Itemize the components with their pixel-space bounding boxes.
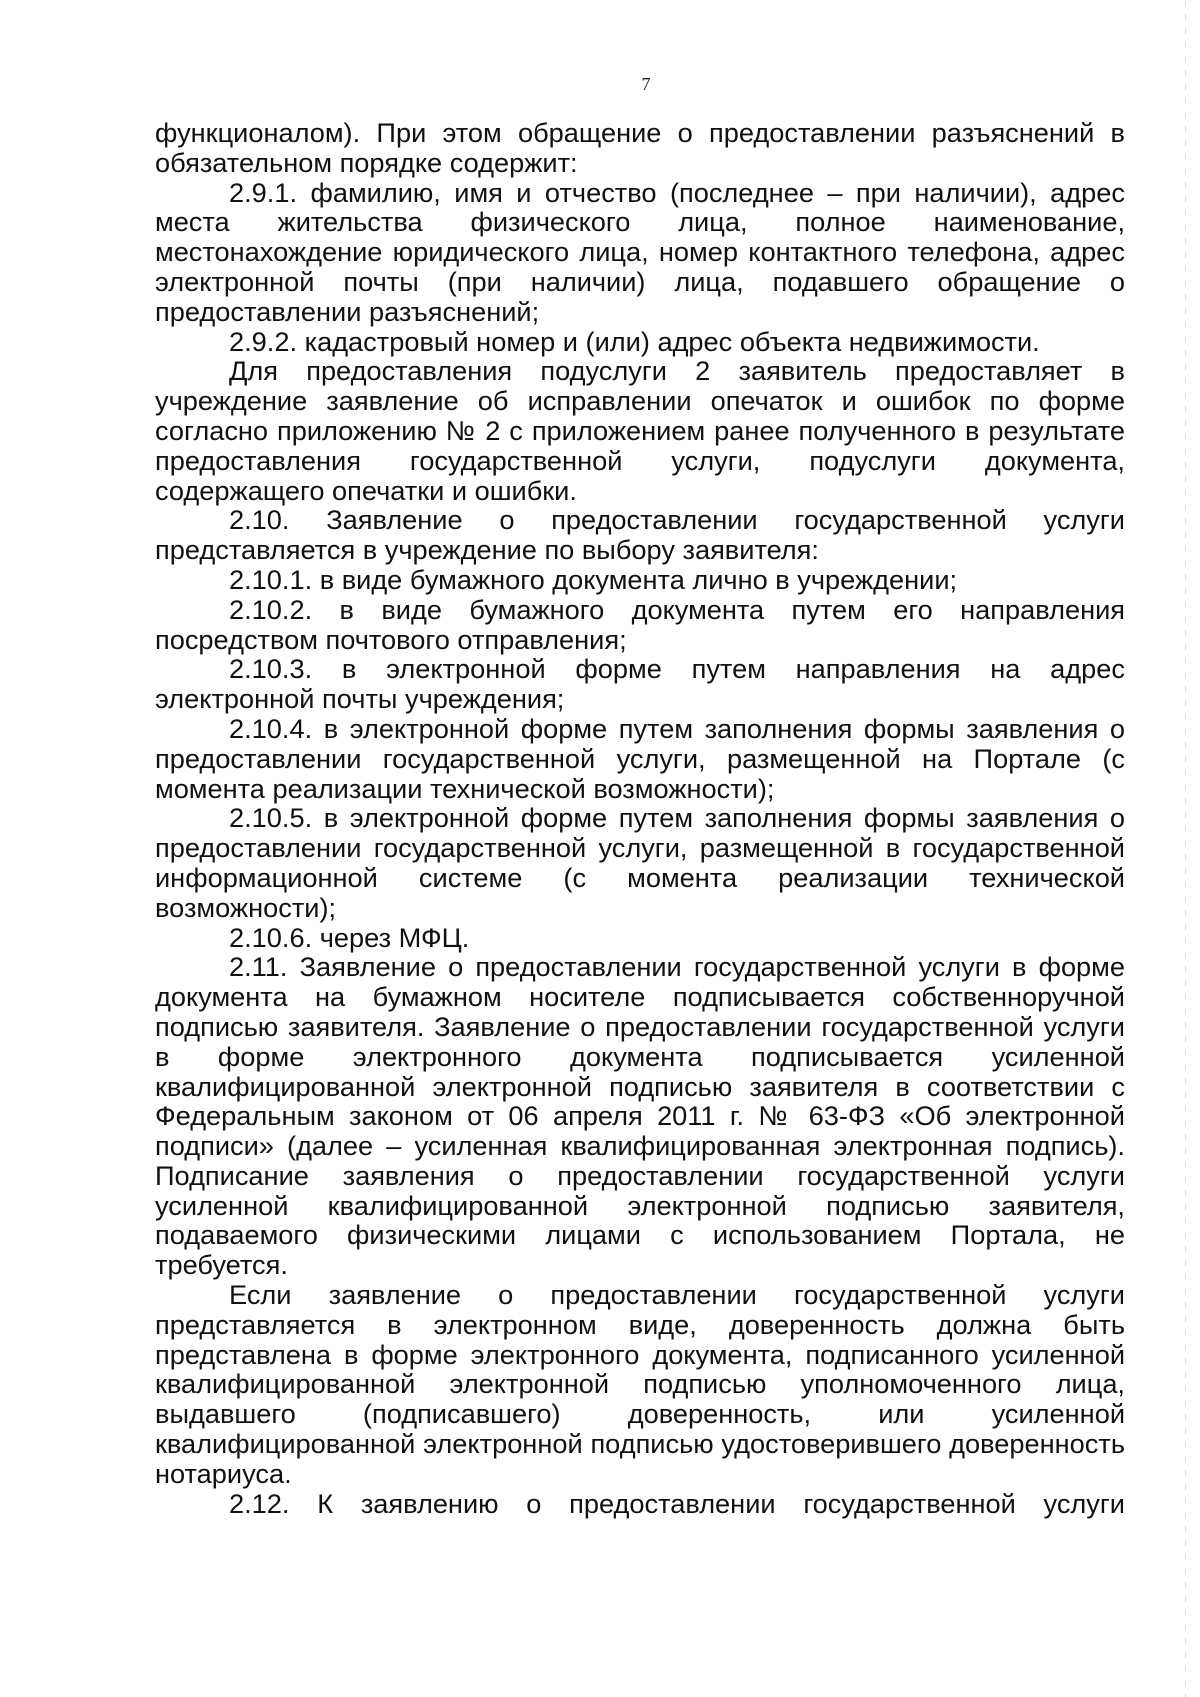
- paragraph-continuation: функционалом). При этом обращение о предоставлении разъяснений в обязательном порядке содержит:: [155, 117, 1125, 178]
- paragraph-2-10-1: 2.10.1. в виде бумажного документа лично в учреждении;: [229, 563, 958, 595]
- paragraph-power-of-attorney: Если заявление о предоставлении государственной услуги представляется в электронном виде, доверенность должна быть представлена в форме электронного документа, подписанного усиленной квалифицированной электронной подписью уполномоченного лица, выдавшего (подписавшего) доверенность, или усиленной квалифицированной электронной подписью удостоверившего доверенность нотариуса.: [155, 1279, 1125, 1489]
- page-number: 7: [641, 74, 651, 94]
- paragraph-2-10-3: 2.10.3. в электронной форме путем направления на адрес электронной почты учреждения;: [155, 653, 1125, 715]
- document-body: [155, 118, 1125, 1518]
- paragraph-2-10-6: 2.10.6. через МФЦ.: [229, 921, 470, 953]
- paragraph-2-10: 2.10. Заявление о предоставлении государственной услуги представляется в учреждение по выбору заявителя:: [155, 504, 1125, 566]
- paragraph-2-10-5: 2.10.5. в электронной форме путем заполнения формы заявления о предоставлении государственной услуги, размещенной в государственной информационной системе (с момента реализации технической возможности);: [155, 802, 1125, 923]
- paragraph-2-10-2: 2.10.2. в виде бумажного документа путем его направления посредством почтового отправления;: [155, 593, 1125, 655]
- paragraph-subservice-2: Для предоставления подуслуги 2 заявитель предоставляет в учреждение заявление об исправлении опечаток и ошибок по форме согласно приложению № 2 с приложением ранее полученного в результате предоставления государственной услуги, подуслуги документа, содержащего опечатки и ошибки.: [155, 355, 1125, 506]
- scan-edge-artifact: [1185, 0, 1186, 1697]
- paragraph-2-9-2: 2.9.2. кадастровый номер и (или) адрес объекта недвижимости.: [229, 325, 1040, 357]
- paragraph-2-9-1: 2.9.1. фамилию, имя и отчество (последнее – при наличии), адрес места жительства физического лица, полное наименование, местонахождение юридического лица, номер контактного телефона, адрес электронной почты (при наличии) лица, подавшего обращение о предоставлении разъяснений;: [155, 176, 1125, 327]
- paragraph-2-12: 2.12. К заявлению о предоставлении государственной услуги: [229, 1487, 1125, 1519]
- paragraph-2-10-4: 2.10.4. в электронной форме путем заполнения формы заявления о предоставлении государственной услуги, размещенной на Портале (с момента реализации технической возможности);: [155, 712, 1125, 804]
- paragraph-2-11: 2.11. Заявление о предоставлении государственной услуги в форме документа на бумажном носителе подписывается собственноручной подписью заявителя. Заявление о предоставлении государственной услуги в форме электронного документа подписывается усиленной квалифицированной электронной подписью заявителя в соответствии с Федеральным законом от 06 апреля 2011 г. № 63-ФЗ «Об электронной подписи» (далее – усиленная квалифицированная электронная подпись). Подписание заявления о предоставлении государственной услуги усиленной квалифицированной электронной подписью заявителя, подаваемого физическими лицами с использованием Портала, не требуется.: [155, 951, 1125, 1281]
